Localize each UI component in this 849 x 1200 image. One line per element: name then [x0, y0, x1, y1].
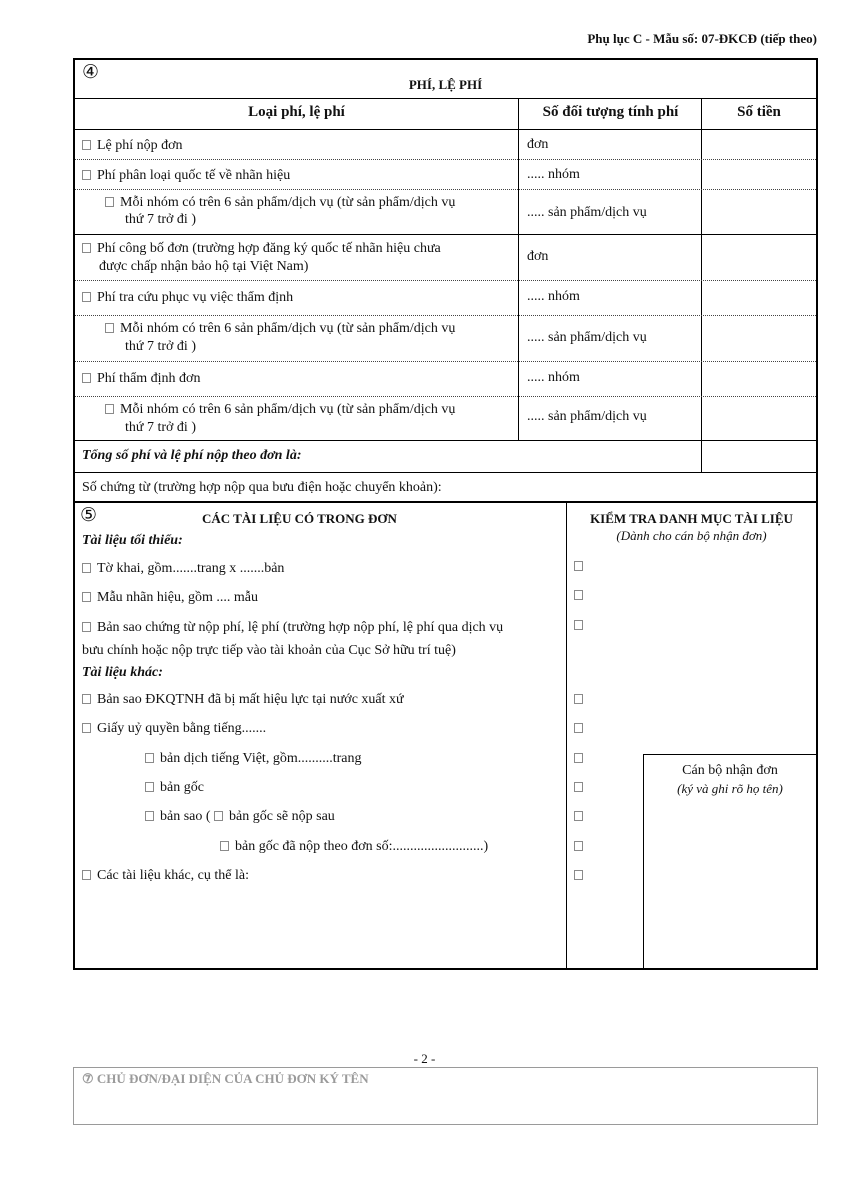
fee-row-extra-products — [105, 401, 455, 418]
fee-checkbox[interactable] — [82, 373, 91, 383]
fee-checkbox[interactable] — [105, 197, 114, 207]
section5-title: CÁC TÀI LIỆU CÓ TRONG ĐƠN — [202, 511, 397, 526]
check-checkbox[interactable] — [574, 561, 583, 571]
doc-checkbox[interactable] — [82, 592, 91, 602]
check-checkbox[interactable] — [574, 620, 583, 630]
doc-item-expired-registration: Bản sao ĐKQTNH đã bị mất hiệu lực tại nước xuất xứ — [82, 691, 404, 708]
check-checkbox[interactable] — [574, 782, 583, 792]
column-header-amount: Số tiền — [737, 104, 781, 120]
fee-count: ..... sản phẩm/dịch vụ — [527, 205, 647, 220]
fee-label: Phí thẩm định đơn — [97, 371, 201, 386]
fee-checkbox[interactable] — [82, 140, 91, 150]
fee-label-line1: Mỗi nhóm có trên 6 sản phẩm/dịch vụ (từ sản phẩm/dịch vụ — [120, 321, 456, 336]
doc-item-other: Các tài liệu khác, cụ thể là: — [82, 867, 249, 884]
check-checkbox[interactable] — [574, 753, 583, 763]
page-number: - 2 - — [413, 1051, 436, 1066]
fee-count: đơn — [527, 249, 549, 264]
fee-checkbox[interactable] — [105, 323, 114, 333]
fee-label-line2: thứ 7 trở đi ) — [125, 339, 196, 354]
fee-label-line2: được chấp nhận bảo hộ tại Việt Nam) — [99, 259, 309, 274]
fee-count: ..... sản phẩm/dịch vụ — [527, 409, 647, 424]
fee-count: đơn — [527, 137, 549, 152]
fee-checkbox[interactable] — [82, 292, 91, 302]
min-docs-heading: Tài liệu tối thiểu: — [82, 533, 183, 548]
fee-label-line2: thứ 7 trở đi ) — [125, 420, 196, 435]
doc-checkbox[interactable] — [82, 563, 91, 573]
doc-checkbox[interactable] — [214, 811, 223, 821]
fee-checkbox[interactable] — [82, 170, 91, 180]
fee-row-extra-products — [105, 320, 455, 337]
doc-checkbox[interactable] — [145, 782, 154, 792]
fee-label: Phí phân loại quốc tế về nhãn hiệu — [97, 168, 291, 183]
fee-checkbox[interactable] — [105, 404, 114, 414]
fee-row-search — [82, 289, 293, 306]
column-header-fee-type: Loại phí, lệ phí — [248, 104, 345, 120]
voucher-number-label: Số chứng từ (trường hợp nộp qua bưu điện hoặc chuyển khoản): — [82, 480, 442, 495]
column-header-count: Số đối tượng tính phí — [542, 104, 679, 120]
fee-row-extra-products — [105, 194, 455, 211]
fee-label-line1: Mỗi nhóm có trên 6 sản phẩm/dịch vụ (từ sản phẩm/dịch vụ — [120, 402, 456, 417]
fee-label-line1: Phí công bố đơn (trường hợp đăng ký quốc tế nhãn hiệu chưa — [97, 241, 441, 256]
section7-title: CHỦ ĐƠN/ĐẠI DIỆN CỦA CHỦ ĐƠN KÝ TÊN — [96, 1071, 369, 1086]
appendix-header: Phụ lục C - Mẫu số: 07-ĐKCĐ (tiếp theo) — [587, 31, 817, 46]
doc-item-copy: bản sao ( bản gốc sẽ nộp sau — [145, 808, 335, 825]
section5-number: ⑤ — [80, 505, 98, 526]
doc-checkbox[interactable] — [220, 841, 229, 851]
check-list-title: KIỂM TRA DANH MỤC TÀI LIỆU — [590, 511, 793, 526]
doc-item-power-of-attorney: Giấy uỷ quyền bằng tiếng....... — [82, 720, 266, 737]
section7-heading — [82, 1070, 369, 1087]
fee-count: ..... sản phẩm/dịch vụ — [527, 330, 647, 345]
section4-title: PHÍ, LỆ PHÍ — [408, 77, 483, 92]
doc-item-original: bản gốc — [145, 779, 204, 796]
fee-checkbox[interactable] — [82, 243, 91, 253]
receiver-title: Cán bộ nhận đơn — [682, 763, 778, 778]
doc-checkbox[interactable] — [82, 622, 91, 632]
doc-checkbox[interactable] — [82, 694, 91, 704]
fee-label: Lệ phí nộp đơn — [97, 138, 183, 153]
check-checkbox[interactable] — [574, 870, 583, 880]
fee-label: Phí tra cứu phục vụ việc thẩm định — [97, 290, 294, 305]
fee-row-application — [82, 137, 183, 154]
fee-row-examination — [82, 370, 200, 387]
doc-checkbox[interactable] — [82, 723, 91, 733]
receiver-subtitle: (ký và ghi rõ họ tên) — [677, 781, 783, 796]
doc-checkbox[interactable] — [145, 753, 154, 763]
doc-checkbox[interactable] — [82, 870, 91, 880]
check-checkbox[interactable] — [574, 723, 583, 733]
doc-item-mark-sample: Mẫu nhãn hiệu, gồm .... mẫu — [82, 589, 258, 606]
doc-item-fee-copy: Bản sao chứng từ nộp phí, lệ phí (trường hợp nộp phí, lệ phí qua dịch vụ — [82, 619, 503, 636]
fee-row-publication — [82, 240, 441, 257]
check-checkbox[interactable] — [574, 841, 583, 851]
total-fee-label: Tổng số phí và lệ phí nộp theo đơn là: — [82, 448, 302, 463]
fee-label-line2: thứ 7 trở đi ) — [125, 212, 196, 227]
other-docs-heading: Tài liệu khác: — [82, 665, 163, 680]
fee-count: ..... nhóm — [527, 370, 580, 385]
doc-checkbox[interactable] — [145, 811, 154, 821]
doc-item-fee-copy-line2: bưu chính hoặc nộp trực tiếp vào tài khoản của Cục Sở hữu trí tuệ) — [82, 643, 456, 658]
check-checkbox[interactable] — [574, 811, 583, 821]
fee-count: ..... nhóm — [527, 289, 580, 304]
doc-item-declaration: Tờ khai, gồm.......trang x .......bản — [82, 560, 284, 577]
doc-item-translation: bản dịch tiếng Việt, gồm..........trang — [145, 750, 361, 767]
check-checkbox[interactable] — [574, 590, 583, 600]
section7-number: ⑦ — [82, 1071, 94, 1086]
fee-row-classification — [82, 167, 290, 184]
section4-number: ④ — [82, 62, 100, 83]
check-list-subtitle: (Dành cho cán bộ nhận đơn) — [616, 528, 767, 543]
fee-count: ..... nhóm — [527, 167, 580, 182]
doc-item-original-submitted: bản gốc đã nộp theo đơn số:..........................) — [220, 838, 488, 855]
fee-label-line1: Mỗi nhóm có trên 6 sản phẩm/dịch vụ (từ sản phẩm/dịch vụ — [120, 195, 456, 210]
check-checkbox[interactable] — [574, 694, 583, 704]
